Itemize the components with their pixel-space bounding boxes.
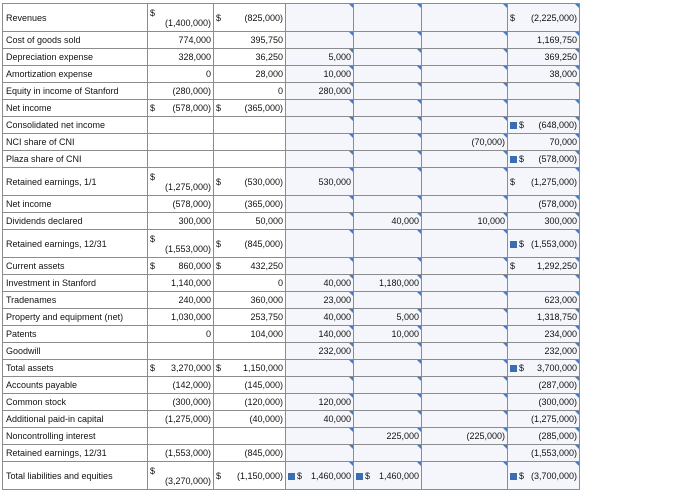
plaza-cell	[148, 4, 214, 32]
worksheet-table	[2, 3, 580, 490]
cell-value: (1,150,000)	[236, 470, 283, 481]
plaza-cell	[148, 360, 214, 377]
input-marker-icon	[510, 365, 517, 372]
stanford-cell	[214, 462, 286, 490]
plaza-cell: 1,030,000	[148, 309, 214, 326]
stanford-cell	[214, 360, 286, 377]
table-row	[3, 100, 580, 117]
credit-cell[interactable]	[354, 230, 422, 258]
table-row	[3, 343, 580, 360]
debit-cell[interactable]	[286, 360, 354, 377]
dollar-sign: $	[150, 233, 156, 244]
credit-cell[interactable]	[354, 394, 422, 411]
dollar-sign: $	[150, 465, 156, 476]
table-row	[3, 292, 580, 309]
consolidated-cell[interactable]	[508, 258, 580, 275]
plaza-cell	[148, 168, 214, 196]
dollar-sign: $	[150, 7, 156, 18]
table-row	[3, 258, 580, 275]
dollar-sign: $	[519, 154, 525, 164]
stanford-cell	[214, 168, 286, 196]
credit-cell[interactable]	[354, 411, 422, 428]
dollar-sign: $	[216, 103, 222, 113]
table-row	[3, 377, 580, 394]
plaza-cell: 328,000	[148, 49, 214, 66]
consolidated-cell[interactable]: (1,553,000)	[508, 445, 580, 462]
input-marker-icon	[510, 473, 517, 480]
plaza-cell	[148, 258, 214, 275]
row-label: Current assets	[3, 258, 148, 275]
cell-value: (1,553,000)	[164, 243, 211, 254]
cell-value: 860,000	[178, 261, 211, 271]
consolidated-cell[interactable]	[508, 360, 580, 377]
nci-cell[interactable]: (225,000)	[422, 428, 508, 445]
consolidated-cell[interactable]	[508, 151, 580, 168]
consolidated-cell[interactable]: 369,250	[508, 49, 580, 66]
table-row	[3, 394, 580, 411]
cell-value: 1,292,250	[536, 261, 577, 271]
debit-cell[interactable]	[286, 151, 354, 168]
dollar-sign: $	[519, 470, 525, 481]
table-row	[3, 462, 580, 490]
credit-cell[interactable]	[354, 151, 422, 168]
consolidated-cell[interactable]: (285,000)	[508, 428, 580, 445]
stanford-cell: 36,250	[214, 49, 286, 66]
debit-cell[interactable]	[286, 100, 354, 117]
input-marker-icon	[510, 122, 517, 129]
row-label: Accounts payable	[3, 377, 148, 394]
dollar-sign: $	[297, 470, 303, 481]
table-row	[3, 134, 580, 151]
table-row	[3, 83, 580, 100]
consolidated-cell[interactable]	[508, 230, 580, 258]
cell-value: (365,000)	[244, 103, 283, 113]
consolidated-cell[interactable]: 234,000	[508, 326, 580, 343]
dollar-sign: $	[150, 103, 156, 113]
consolidated-cell[interactable]	[508, 275, 580, 292]
stanford-cell: 360,000	[214, 292, 286, 309]
cell-value: 1,460,000	[378, 470, 419, 481]
row-label: Investment in Stanford	[3, 275, 148, 292]
table-row	[3, 411, 580, 428]
input-marker-icon	[510, 156, 517, 163]
table-row	[3, 428, 580, 445]
stanford-cell	[214, 230, 286, 258]
plaza-cell	[148, 428, 214, 445]
cell-value: (1,275,000)	[164, 181, 211, 192]
credit-cell[interactable]	[354, 377, 422, 394]
dollar-sign: $	[150, 171, 156, 182]
table-row	[3, 360, 580, 377]
consolidated-cell[interactable]: (287,000)	[508, 377, 580, 394]
cell-value: (3,700,000)	[530, 470, 577, 481]
debit-cell[interactable]	[286, 4, 354, 32]
table-row	[3, 275, 580, 292]
nci-cell[interactable]	[422, 117, 508, 134]
row-label: Equity in income of Stanford	[3, 83, 148, 100]
plaza-cell: 240,000	[148, 292, 214, 309]
cell-value: 3,270,000	[170, 363, 211, 373]
consolidated-cell[interactable]: 623,000	[508, 292, 580, 309]
consolidated-cell[interactable]: (1,275,000)	[508, 411, 580, 428]
cell-value: (3,270,000)	[164, 475, 211, 486]
row-label: Revenues	[3, 4, 148, 32]
debit-cell[interactable]: 280,000	[286, 83, 354, 100]
consolidated-cell[interactable]: (300,000)	[508, 394, 580, 411]
cell-value: (578,000)	[172, 103, 211, 113]
row-label: Goodwill	[3, 343, 148, 360]
nci-cell[interactable]	[422, 292, 508, 309]
plaza-cell	[148, 343, 214, 360]
consolidated-cell[interactable]: 232,000	[508, 343, 580, 360]
consolidated-cell[interactable]	[508, 117, 580, 134]
consolidated-cell[interactable]: (578,000)	[508, 196, 580, 213]
cell-value: (1,553,000)	[530, 238, 577, 249]
cell-value: (845,000)	[244, 238, 283, 249]
input-marker-icon	[356, 473, 363, 480]
credit-cell[interactable]	[354, 100, 422, 117]
row-label: Total assets	[3, 360, 148, 377]
nci-cell[interactable]	[422, 326, 508, 343]
row-label: Consolidated net income	[3, 117, 148, 134]
dollar-sign: $	[510, 261, 516, 271]
nci-cell[interactable]	[422, 100, 508, 117]
credit-cell[interactable]	[354, 83, 422, 100]
stanford-cell: 0	[214, 83, 286, 100]
consolidated-cell[interactable]: 38,000	[508, 66, 580, 83]
dollar-sign: $	[216, 261, 222, 271]
row-label: Retained earnings, 12/31	[3, 445, 148, 462]
plaza-cell: 774,000	[148, 32, 214, 49]
cell-value: 1,460,000	[310, 470, 351, 481]
dollar-sign: $	[150, 261, 156, 271]
row-label: Retained earnings, 1/1	[3, 168, 148, 196]
table-row	[3, 168, 580, 196]
stanford-cell: 395,750	[214, 32, 286, 49]
plaza-cell: (1,275,000)	[148, 411, 214, 428]
cell-value: (578,000)	[538, 154, 577, 164]
row-label: Total liabilities and equities	[3, 462, 148, 490]
debit-cell[interactable]	[286, 445, 354, 462]
dollar-sign: $	[216, 12, 222, 23]
table-row	[3, 66, 580, 83]
debit-cell[interactable]: 530,000	[286, 168, 354, 196]
row-label: Tradenames	[3, 292, 148, 309]
debit-cell[interactable]	[286, 462, 354, 490]
consolidated-cell[interactable]	[508, 168, 580, 196]
row-label: Plaza share of CNI	[3, 151, 148, 168]
row-label: Net income	[3, 100, 148, 117]
debit-cell[interactable]	[286, 428, 354, 445]
debit-cell[interactable]	[286, 377, 354, 394]
nci-cell[interactable]: (70,000)	[422, 134, 508, 151]
table-row	[3, 49, 580, 66]
stanford-cell: (365,000)	[214, 196, 286, 213]
nci-cell[interactable]	[422, 230, 508, 258]
input-marker-icon	[288, 473, 295, 480]
cell-value: 432,250	[250, 261, 283, 271]
table-row	[3, 309, 580, 326]
credit-cell[interactable]: 225,000	[354, 428, 422, 445]
credit-cell[interactable]: 10,000	[354, 326, 422, 343]
plaza-cell: (280,000)	[148, 83, 214, 100]
table-row	[3, 151, 580, 168]
credit-cell[interactable]	[354, 4, 422, 32]
row-label: Noncontrolling interest	[3, 428, 148, 445]
debit-cell[interactable]: 232,000	[286, 343, 354, 360]
row-label: Additional paid-in capital	[3, 411, 148, 428]
row-label: Dividends declared	[3, 213, 148, 230]
debit-cell[interactable]: 40,000	[286, 309, 354, 326]
plaza-cell	[148, 134, 214, 151]
credit-cell[interactable]	[354, 360, 422, 377]
debit-cell[interactable]: 140,000	[286, 326, 354, 343]
consolidated-cell[interactable]: 1,318,750	[508, 309, 580, 326]
nci-cell[interactable]	[422, 4, 508, 32]
row-label: Patents	[3, 326, 148, 343]
consolidated-cell[interactable]	[508, 462, 580, 490]
plaza-cell	[148, 117, 214, 134]
nci-cell[interactable]	[422, 275, 508, 292]
credit-cell[interactable]	[354, 343, 422, 360]
consolidated-cell[interactable]	[508, 83, 580, 100]
credit-cell[interactable]	[354, 32, 422, 49]
plaza-cell: (578,000)	[148, 196, 214, 213]
credit-cell[interactable]	[354, 49, 422, 66]
plaza-cell: 1,140,000	[148, 275, 214, 292]
credit-cell[interactable]	[354, 445, 422, 462]
nci-cell[interactable]	[422, 258, 508, 275]
table-row	[3, 445, 580, 462]
credit-cell[interactable]	[354, 168, 422, 196]
cell-value: (648,000)	[538, 120, 577, 130]
nci-cell[interactable]	[422, 66, 508, 83]
credit-cell[interactable]	[354, 66, 422, 83]
row-label: Cost of goods sold	[3, 32, 148, 49]
nci-cell[interactable]	[422, 151, 508, 168]
table-row	[3, 32, 580, 49]
nci-cell[interactable]	[422, 462, 508, 490]
dollar-sign: $	[519, 363, 525, 373]
debit-cell[interactable]	[286, 134, 354, 151]
stanford-cell	[214, 428, 286, 445]
table-row	[3, 213, 580, 230]
plaza-cell	[148, 230, 214, 258]
cell-value: (825,000)	[244, 12, 283, 23]
nci-cell[interactable]	[422, 394, 508, 411]
stanford-cell	[214, 4, 286, 32]
credit-cell[interactable]	[354, 134, 422, 151]
plaza-cell	[148, 151, 214, 168]
nci-cell[interactable]	[422, 168, 508, 196]
stanford-cell	[214, 117, 286, 134]
stanford-cell: 104,000	[214, 326, 286, 343]
credit-cell[interactable]	[354, 462, 422, 490]
consolidated-cell[interactable]: 70,000	[508, 134, 580, 151]
table-row	[3, 196, 580, 213]
consolidated-cell[interactable]: 300,000	[508, 213, 580, 230]
row-label: Retained earnings, 12/31	[3, 230, 148, 258]
plaza-cell: (1,553,000)	[148, 445, 214, 462]
debit-cell[interactable]: 120,000	[286, 394, 354, 411]
stanford-cell	[214, 100, 286, 117]
stanford-cell: (40,000)	[214, 411, 286, 428]
cell-value: (2,225,000)	[530, 12, 577, 23]
plaza-cell	[148, 100, 214, 117]
credit-cell[interactable]: 5,000	[354, 309, 422, 326]
plaza-cell: 300,000	[148, 213, 214, 230]
plaza-cell: 0	[148, 326, 214, 343]
debit-cell[interactable]: 23,000	[286, 292, 354, 309]
cell-value: (1,400,000)	[164, 17, 211, 28]
row-label: NCI share of CNI	[3, 134, 148, 151]
table-row	[3, 230, 580, 258]
dollar-sign: $	[216, 238, 222, 249]
credit-cell[interactable]	[354, 258, 422, 275]
consolidated-cell[interactable]	[508, 4, 580, 32]
debit-cell[interactable]	[286, 196, 354, 213]
stanford-cell: 50,000	[214, 213, 286, 230]
nci-cell[interactable]	[422, 377, 508, 394]
stanford-cell	[214, 151, 286, 168]
nci-cell[interactable]	[422, 309, 508, 326]
row-label: Common stock	[3, 394, 148, 411]
credit-cell[interactable]: 40,000	[354, 213, 422, 230]
stanford-cell: 28,000	[214, 66, 286, 83]
table-row	[3, 4, 580, 32]
stanford-cell: 253,750	[214, 309, 286, 326]
input-marker-icon	[510, 241, 517, 248]
debit-cell[interactable]: 40,000	[286, 411, 354, 428]
credit-cell[interactable]: 1,180,000	[354, 275, 422, 292]
debit-cell[interactable]	[286, 32, 354, 49]
plaza-cell	[148, 462, 214, 490]
nci-cell[interactable]	[422, 196, 508, 213]
dollar-sign: $	[510, 12, 516, 23]
stanford-cell: (120,000)	[214, 394, 286, 411]
cell-value: (1,275,000)	[530, 176, 577, 187]
stanford-cell: (145,000)	[214, 377, 286, 394]
dollar-sign: $	[510, 176, 516, 187]
dollar-sign: $	[216, 363, 222, 373]
dollar-sign: $	[519, 120, 525, 130]
row-label: Net income	[3, 196, 148, 213]
dollar-sign: $	[365, 470, 371, 481]
table-row	[3, 117, 580, 134]
credit-cell[interactable]	[354, 292, 422, 309]
dollar-sign: $	[519, 238, 525, 249]
credit-cell[interactable]	[354, 196, 422, 213]
cell-value: 3,700,000	[536, 363, 577, 373]
debit-cell[interactable]: 5,000	[286, 49, 354, 66]
plaza-cell: (142,000)	[148, 377, 214, 394]
nci-cell[interactable]	[422, 32, 508, 49]
nci-cell[interactable]	[422, 411, 508, 428]
nci-cell[interactable]	[422, 360, 508, 377]
stanford-cell	[214, 134, 286, 151]
table-row	[3, 326, 580, 343]
nci-cell[interactable]	[422, 343, 508, 360]
dollar-sign: $	[216, 470, 222, 481]
nci-cell[interactable]	[422, 445, 508, 462]
stanford-cell: 0	[214, 275, 286, 292]
row-label: Amortization expense	[3, 66, 148, 83]
debit-cell[interactable]	[286, 213, 354, 230]
consolidated-cell[interactable]: 1,169,750	[508, 32, 580, 49]
stanford-cell	[214, 343, 286, 360]
nci-cell[interactable]	[422, 83, 508, 100]
row-label: Depreciation expense	[3, 49, 148, 66]
debit-cell[interactable]	[286, 230, 354, 258]
cell-value: 1,150,000	[242, 363, 283, 373]
consolidated-cell[interactable]	[508, 100, 580, 117]
dollar-sign: $	[216, 176, 222, 187]
stanford-cell: (845,000)	[214, 445, 286, 462]
debit-cell[interactable]: 40,000	[286, 275, 354, 292]
nci-cell[interactable]: 10,000	[422, 213, 508, 230]
nci-cell[interactable]	[422, 49, 508, 66]
plaza-cell: (300,000)	[148, 394, 214, 411]
plaza-cell: 0	[148, 66, 214, 83]
credit-cell[interactable]	[354, 117, 422, 134]
row-label: Property and equipment (net)	[3, 309, 148, 326]
debit-cell[interactable]	[286, 258, 354, 275]
debit-cell[interactable]	[286, 117, 354, 134]
dollar-sign: $	[150, 363, 156, 373]
debit-cell[interactable]: 10,000	[286, 66, 354, 83]
cell-value: (530,000)	[244, 176, 283, 187]
stanford-cell	[214, 258, 286, 275]
